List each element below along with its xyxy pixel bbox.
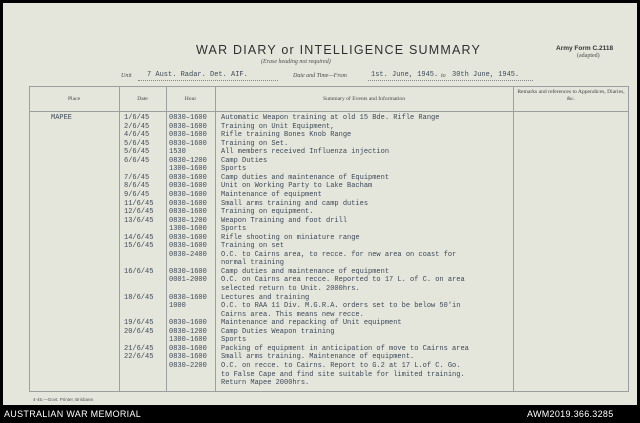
entry-summary: Maintenance of equipment [221, 190, 322, 199]
entry-summary: Training on equipment. [221, 208, 314, 217]
printer-imprint: 4-45.—Govt. Printer, Brisbane. [33, 397, 95, 402]
column-header-place: Place [67, 96, 81, 102]
entry-hour: 1300–1600 [169, 165, 207, 174]
place-value: MAPEE [51, 114, 73, 122]
entry-summary: selected return to Unit. 2000hrs. [221, 285, 360, 293]
entry-summary: Training on Unit Equipment, [221, 122, 335, 131]
form-subtitle: (Erase heading not required) [261, 59, 331, 65]
entry-summary: normal training [221, 259, 285, 268]
entry-summary: Packing of equipment in anticipation of move to Cairns area [221, 344, 469, 353]
entry-summary: Sports [221, 165, 247, 174]
entry-date: 16/6/45 [124, 267, 154, 276]
entry-date: 20/6/45 [124, 327, 154, 336]
dates-from: 1st. June, 1945. [371, 71, 439, 79]
entry-hour: 0830–1600 [169, 353, 207, 362]
entry-summary: to False Cape and find site suitable for limited training. [221, 370, 465, 379]
entry-summary: Maintenance and repacking of Unit equipment [221, 319, 402, 328]
entry-hour: 1300–1600 [169, 225, 207, 234]
entry-hour: 1000 [169, 302, 186, 311]
entry-summary: Weapon Training and foot drill [221, 216, 348, 225]
entry-date: 9/6/45 [124, 190, 150, 199]
entry-hour: 0830–1600 [169, 319, 207, 328]
entry-hour: 0830–2400 [169, 250, 207, 259]
entry-hour: 0830–1600 [169, 122, 207, 131]
entry-hour: 0830–1600 [169, 139, 207, 148]
entry-hour: 0830–1600 [169, 114, 207, 122]
entry-summary: Training on set [221, 242, 285, 251]
entry-hour: 0830–1600 [169, 173, 207, 182]
entry-hour: 0830–1600 [169, 233, 207, 242]
dates-to-label: to [441, 73, 446, 79]
entry-hour: 0830–1200 [169, 156, 207, 165]
dates-to: 30th June, 1945. [452, 71, 520, 79]
form-title: WAR DIARY or INTELLIGENCE SUMMARY [196, 43, 482, 57]
war-diary-sheet [3, 3, 637, 405]
column-header-date: Date [137, 96, 148, 102]
entry-date: 5/6/45 [124, 139, 150, 148]
entry-date: 11/6/45 [124, 199, 154, 208]
entry-summary: Rifle shooting on miniature range [221, 233, 360, 242]
entry-summary: Return Mapee 2000hrs. [221, 379, 310, 388]
column-header-hour: Hour [184, 96, 197, 102]
entry-date: 2/6/45 [124, 122, 150, 131]
entry-date: 15/6/45 [124, 242, 154, 251]
entry-date: 6/6/45 [124, 156, 150, 165]
entry-hour: 0830–2200 [169, 361, 207, 370]
entry-summary: Training on Set. [221, 139, 289, 148]
entry-summary: All members received Influenza injection [221, 148, 390, 157]
entry-summary: O.C. on recce. to Cairns. Report to G.2 at 17 L.of C. Go. [221, 361, 461, 370]
entry-date: 14/6/45 [124, 233, 154, 242]
unit-label: Unit [121, 73, 132, 79]
entry-summary: Small arms training and camp duties [221, 199, 369, 208]
entry-summary: O.C. to Cairns area, to recce. for new area on coast for [221, 250, 457, 259]
entry-hour: 0830–1600 [169, 208, 207, 217]
army-form-number: Army Form C.2118 [556, 45, 614, 52]
entry-summary: Unit on Working Party to Lake Bacham [221, 182, 373, 191]
entry-summary: Sports [221, 225, 247, 234]
entry-summary: Camp duties and maintenance of equipment [221, 267, 390, 276]
entry-hour: 0830–1600 [169, 131, 207, 140]
army-form-adapted: (adapted) [577, 53, 600, 59]
entry-summary: Rifle training Bones Knob Range [221, 131, 352, 140]
column-header-remarks: Remarks and references to Appendices, Diaries, &c. [517, 89, 625, 102]
entry-summary: O.C. to RAA 11 Div. M.G.R.A. orders set to be below 50'in [221, 302, 461, 311]
entry-date: 12/6/45 [124, 208, 154, 217]
entry-summary: Lectures and training [221, 293, 310, 302]
entry-hour: 0830–1600 [169, 267, 207, 276]
entry-hour: 0830–1200 [169, 327, 207, 336]
entry-hour: 0830–1600 [169, 199, 207, 208]
dates-label: Date and Time—From [293, 73, 347, 79]
column-header-summary: Summary of Events and Information [322, 96, 406, 102]
entry-date: 1/6/45 [124, 114, 150, 122]
footer-accession-number: AWM2019.366.3285 [527, 409, 614, 419]
entry-summary: Small arms training. Maintenance of equipment. [221, 353, 415, 362]
entry-summary: Camp Duties [221, 156, 268, 165]
entry-date: 4/6/45 [124, 131, 150, 140]
entry-hour: 0830–1600 [169, 344, 207, 353]
entry-hour: 1530 [169, 148, 186, 157]
entry-hour: 1300–1600 [169, 336, 207, 345]
entry-date: 21/6/45 [124, 344, 154, 353]
entry-summary: Automatic Weapon training at old 15 Bde. Rifle Range [221, 114, 440, 122]
entry-hour: 0830–1600 [169, 182, 207, 191]
entry-summary: Cairns area. This means new recce. [221, 310, 364, 319]
entry-date: 19/6/45 [124, 319, 154, 328]
entry-summary: Sports [221, 336, 247, 345]
entry-hour: 0830–1600 [169, 293, 207, 302]
entry-hour: 0830–1600 [169, 190, 207, 199]
unit-value: 7 Aust. Radar. Det. AIF. [147, 71, 248, 79]
entry-date: 8/6/45 [124, 182, 150, 191]
entry-hour: 0830–1200 [169, 216, 207, 225]
table-row [3, 379, 637, 389]
entry-date: 13/6/45 [124, 216, 154, 225]
entry-summary: Camp duties and maintenance of Equipment [221, 173, 390, 182]
entry-date: 18/6/45 [124, 293, 154, 302]
entry-date: 7/6/45 [124, 173, 150, 182]
entry-date: 22/6/45 [124, 353, 154, 362]
entry-summary: O.C. on Cairns area recce. Reported to 17 L. of C. on area [221, 276, 465, 285]
entry-summary: Camp Duties Weapon training [221, 327, 335, 336]
entry-date: 5/6/45 [124, 148, 150, 157]
footer-institution: AUSTRALIAN WAR MEMORIAL [4, 409, 142, 419]
entry-hour: 0830–1600 [169, 242, 207, 251]
entry-hour: 0001–2000 [169, 276, 207, 285]
